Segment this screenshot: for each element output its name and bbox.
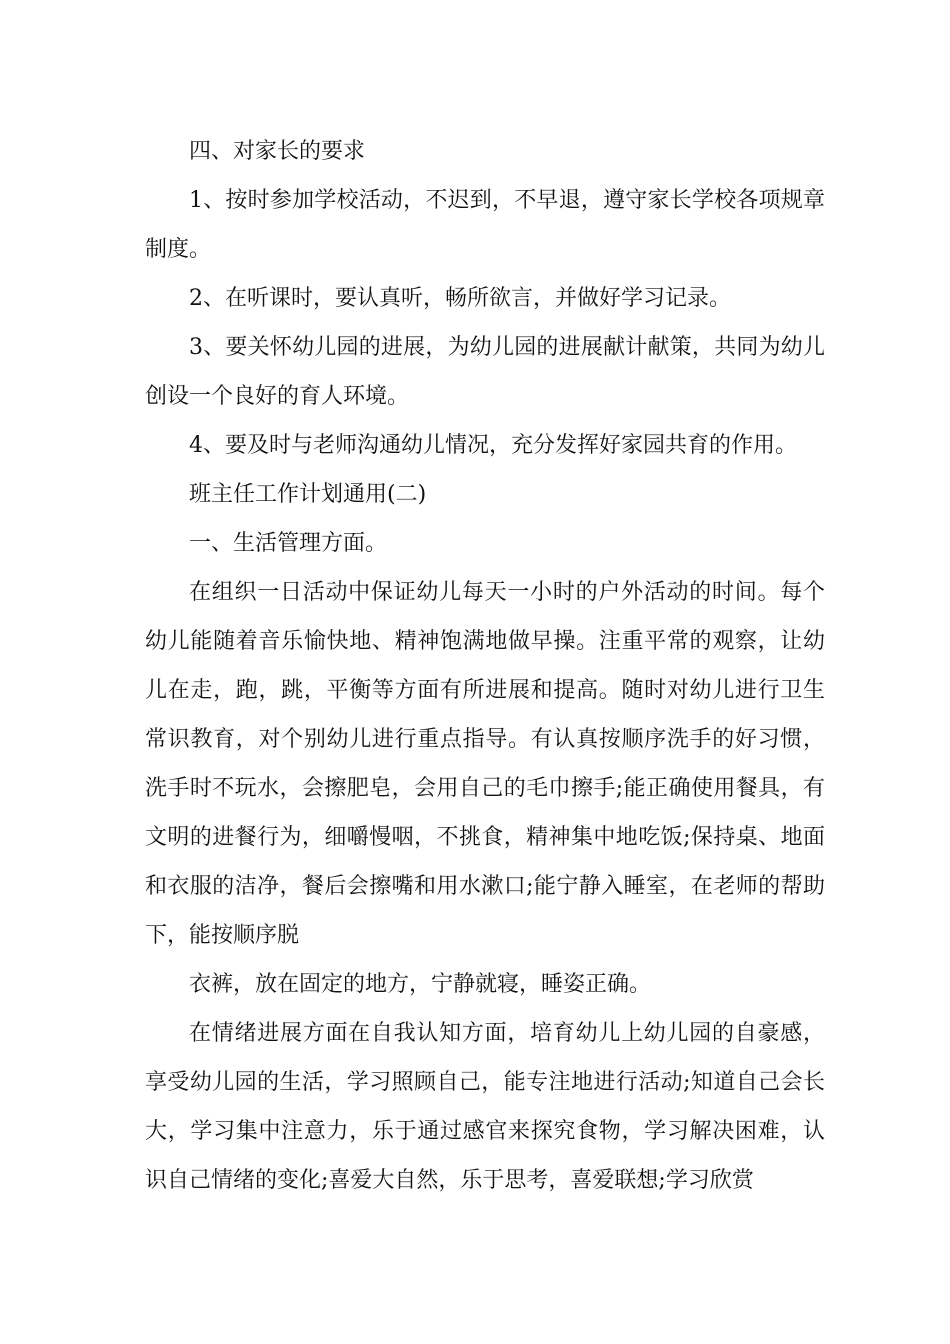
paragraph-daily-activities: 在组织一日活动中保证幼儿每天一小时的户外活动的时间。每个幼儿能随着音乐愉快地、精神饱满地做早操。注重平常的观察，让幼儿在走，跑，跳，平衡等方面有所进展和提高。随时对幼儿进行卫生常识教育，对个别幼儿进行重点指导。有认真按顺序洗手的好习惯，洗手时不玩水，会擦肥皂，会用自己的毛巾擦手;能正确使用餐具，有文明的进餐行为，细嚼慢咽，不挑食，精神集中地吃饭;保持桌、地面和衣服的洁净，餐后会擦嘴和用水漱口;能宁静入睡室，在老师的帮助下，能按顺序脱 [145,580,825,948]
paragraph-item-1: 1、按时参加学校活动，不迟到，不早退，遵守家长学校各项规章制度。 [145,188,825,262]
section-heading-parent-requirements: 四、对家长的要求 [189,139,366,164]
paragraph-item-3: 3、要关怀幼儿园的进展，为幼儿园的进展献计献策，共同为幼儿创设一个良好的育人环境。 [145,335,825,409]
paragraph-item-2: 2、在听课时，要认真听，畅所欲言，并做好学习记录。 [189,286,731,311]
document-subtitle: 班主任工作计划通用(二) [189,482,427,507]
paragraph-sleep-routine: 衣裤，放在固定的地方，宁静就寝，睡姿正确。 [189,972,652,997]
section-heading-life-management: 一、生活管理方面。 [189,531,388,556]
document-body [145,127,825,1205]
paragraph-emotional-development: 在情绪进展方面在自我认知方面，培育幼儿上幼儿园的自豪感，享受幼儿园的生活，学习照顾自己，能专注地进行活动;知道自己会长大，学习集中注意力，乐于通过感官来探究食物，学习解决困难，认识自己情绪的变化;喜爱大自然，乐于思考，喜爱联想;学习欣赏 [145,1021,825,1193]
paragraph-item-4: 4、要及时与老师沟通幼儿情况，充分发挥好家园共育的作用。 [189,433,797,458]
